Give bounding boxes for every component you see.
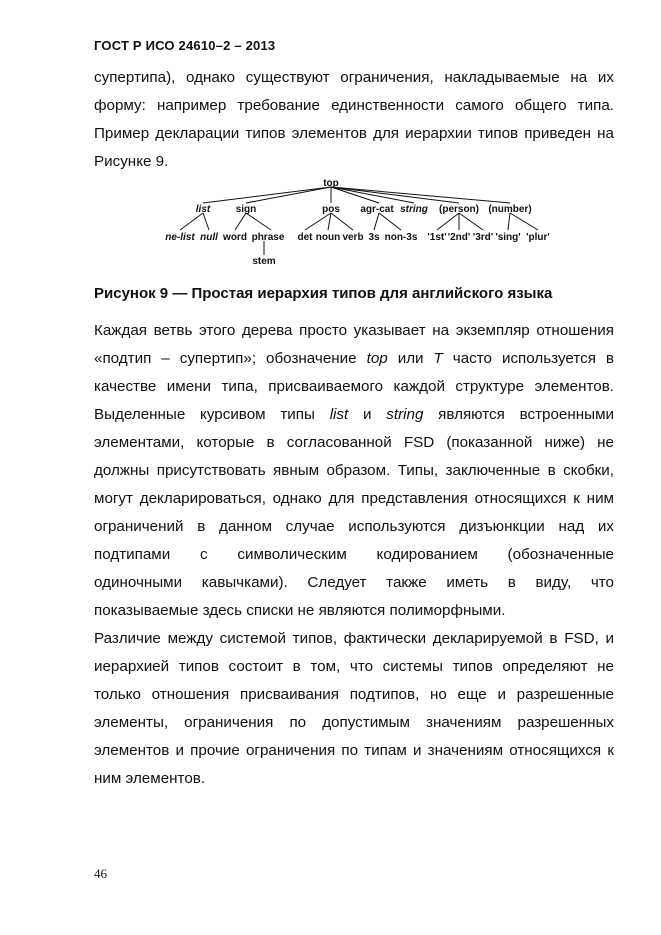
paragraph-line: подтипами с символическим кодированием (обозначенные [94, 546, 614, 563]
page-number: 46 [94, 866, 107, 881]
figure-caption: Рисунок 9 — Простая иерархия типов для английского языка [94, 285, 553, 302]
paragraph-line: должны присутствовать явным образом. Типы, заключенные в скобки, [94, 462, 614, 479]
tree-node: stem [252, 256, 276, 267]
tree-node: pos [322, 204, 340, 215]
italic-term-string: string [386, 406, 424, 423]
paragraph-line: элементов и прочие ограничения по типам и значениям относящихся к [94, 742, 614, 759]
paragraph-line: показываемые здесь списки не являются полиморфными. [94, 602, 506, 619]
paragraph-line: только отношения присваивания подтипов, но еще и разрешенные [94, 686, 614, 703]
tree-node: '3rd' [472, 232, 494, 243]
paragraph-line: ограничений в данном случае используются дизъюнкции над их [94, 518, 614, 535]
italic-term-t: T [433, 350, 443, 367]
paragraph-line: иерархией типов состоит в том, что системы типов определяют не [94, 658, 614, 675]
tree-node: non-3s [384, 232, 418, 243]
paragraph-line [94, 349, 614, 369]
paragraph-line: Различие между системой типов, фактически декларируемой в FSD, и [94, 630, 614, 647]
text-run: часто используется в [442, 350, 614, 367]
tree-node: verb [342, 232, 364, 243]
paragraph-line: ним элементов. [94, 770, 206, 787]
tree-node: '1st' [427, 232, 447, 243]
tree-node: list [195, 204, 211, 215]
tree-node: phrase [251, 232, 285, 243]
type-hierarchy-tree [0, 0, 661, 275]
text-run: и [348, 406, 387, 423]
tree-node: sign [235, 204, 257, 215]
paragraph-line: качестве имени типа, присваиваемого каждой структуре элементов. [94, 378, 614, 395]
italic-term-top: top [366, 350, 388, 367]
paragraph-line: Каждая ветвь этого дерева просто указывает на экземпляр отношения [94, 322, 614, 339]
intro-line: форму: например требование единственности самого общего типа. [94, 97, 614, 114]
document-header: ГОСТ Р ИСО 24610–2 – 2013 [94, 38, 276, 53]
tree-node-root: top [323, 178, 339, 189]
tree-node: 'sing' [495, 232, 521, 243]
tree-node: noun [315, 232, 341, 243]
text-run: являются встроенными [423, 406, 614, 423]
tree-node: (person) [439, 204, 479, 215]
tree-node: det [297, 232, 313, 243]
tree-node: 3s [368, 232, 380, 243]
tree-edges [180, 187, 538, 255]
text-run: или [387, 350, 434, 367]
paragraph-line: элементы, ограничения по допустимым значениям разрешенных [94, 714, 614, 731]
tree-node: 'plur' [526, 232, 550, 243]
italic-term-list: list [329, 406, 349, 423]
tree-node: word [223, 232, 247, 243]
intro-line: супертипа), однако существуют ограничения, накладываемые на их [94, 69, 614, 86]
intro-line: Пример декларации типов элементов для иерархии типов приведен на [94, 125, 614, 142]
text-run: Выделенные курсивом типы [94, 406, 330, 423]
tree-node: agr-cat [360, 204, 394, 215]
tree-node: ne-list [165, 232, 195, 243]
tree-node: (number) [488, 204, 532, 215]
tree-node: null [200, 232, 218, 243]
paragraph-line [94, 405, 614, 425]
paragraph-line: могут декларироваться, однако для представления относящихся к ним [94, 490, 614, 507]
tree-node: '2nd' [447, 232, 471, 243]
tree-node: string [400, 204, 428, 215]
paragraph-line: одиночными кавычками). Следует также иметь в виду, что [94, 574, 614, 591]
text-run: «подтип – супертип»; обозначение [94, 350, 367, 367]
paragraph-line: элементами, которые в согласованной FSD (показанной ниже) не [94, 434, 614, 451]
intro-line: Рисунке 9. [94, 153, 169, 170]
